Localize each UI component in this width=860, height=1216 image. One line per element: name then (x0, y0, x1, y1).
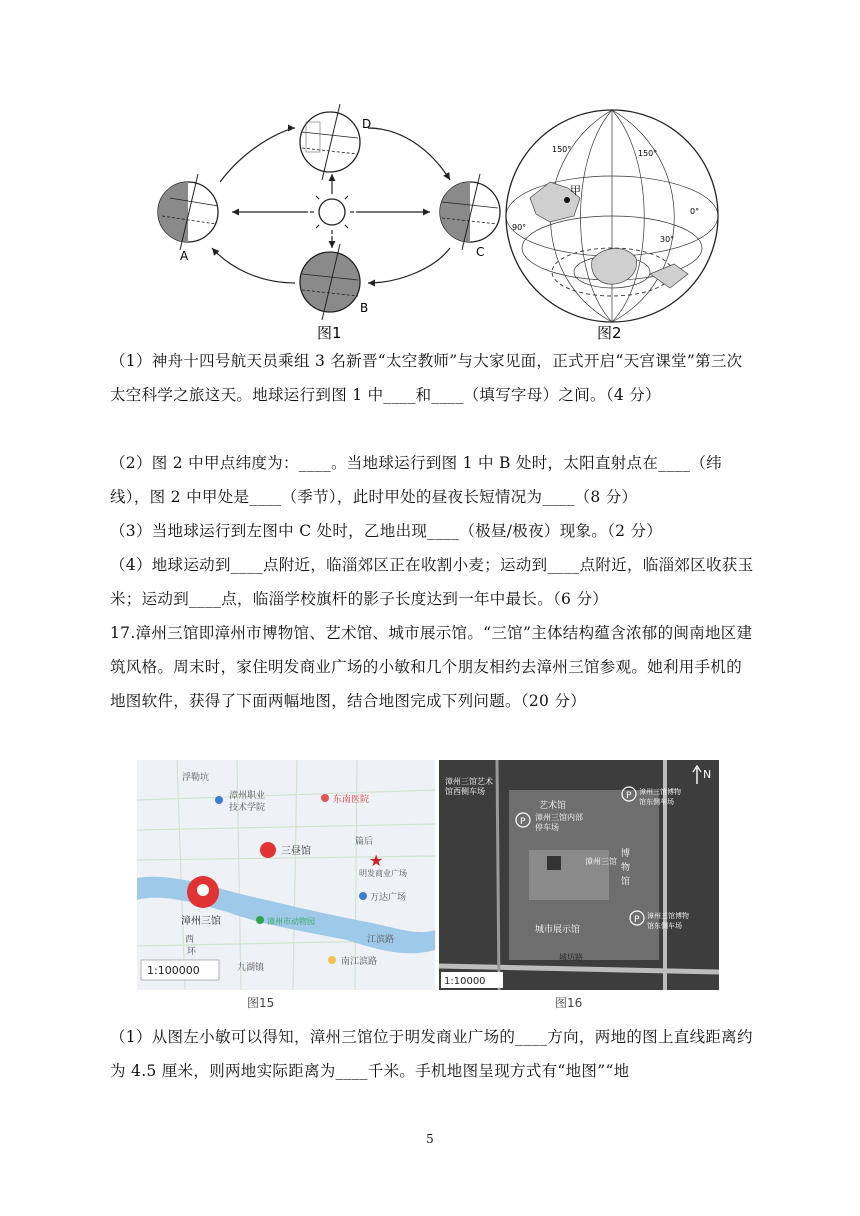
figure2-globe (506, 110, 718, 342)
map-16-satellite-map (439, 760, 719, 990)
map15-label-9: 漳州三馆 (181, 916, 221, 927)
map15-scale: 1:100000 (147, 964, 200, 977)
orbit-and-globe-figure (150, 98, 720, 342)
map15-label-5: 三昼馆 (281, 846, 311, 857)
map16-label-5: 停车场 (535, 823, 559, 832)
map15-label-10: 漳州市动物园 (267, 917, 315, 926)
map-15-street-map (137, 760, 435, 990)
figure2-caption: 图2 (597, 324, 622, 342)
map15-label-3: 技术学院 (229, 803, 266, 813)
q16-part2: （2）图 2 中甲点纬度为：____。当地球运行到图 1 中 B 处时，太阳直射点在____（纬线），图 2 中甲处是____（季节），此时甲处的昼夜长短情况为____（8 分） (110, 454, 722, 506)
parking-icon: P (520, 817, 526, 827)
label-d: D (362, 117, 372, 131)
lon-label-3: 0° (690, 207, 700, 216)
label-b: B (360, 301, 369, 315)
earth-position-b (300, 244, 360, 320)
map16-label-4: 漳州三馆内部 (535, 813, 583, 822)
map15-label-7: 明发商业广场 (359, 869, 407, 878)
map16-label-6: 漳州三馆 (585, 857, 617, 866)
q17-intro: 17.漳州三馆即漳州市博物馆、艺术馆、城市展示馆。“三馆”主体结构蕴含浓郁的闽南地区建筑风格。周末时，家住明发商业广场的小敏和几个朋友相约去漳州三馆参观。她利用手机的地图软件，获得了下面两幅地图，结合地图完成下列问题。（20 分） (110, 624, 753, 710)
map16-label-7: 博 (621, 849, 631, 859)
maps-figure (137, 760, 719, 1016)
q17-part1: （1）从图左小敏可以得知，漳州三馆位于明发商业广场的____方向，两地的图上直线距离约为 4.5 厘米，则两地实际距离为____千米。手机地图呈现方式有“地图”“地 (110, 1028, 753, 1080)
star-icon: ★ (369, 851, 384, 870)
lon-label-4: 30° (660, 235, 675, 244)
map16-label-15: 城坊路 (559, 953, 583, 962)
map15-label-6: 篇后 (355, 837, 374, 847)
map-15-canvas (137, 760, 435, 990)
map15-label-15: 南江滨路 (341, 957, 378, 967)
earth-position-a (158, 174, 218, 250)
page-number: 5 (426, 1132, 434, 1146)
map-16-canvas (439, 760, 719, 990)
map16-label-10: 漳州三馆博物 (639, 788, 681, 796)
map16-label-9: 馆 (621, 877, 631, 887)
q16-part3: （3）当地球运行到左图中 C 处时，乙地出现____（极昼/极夜）现象。（2 分） (110, 522, 663, 540)
earth-position-d (300, 104, 360, 180)
map15-label-4: 东南医院 (333, 795, 370, 805)
map15-label-11: 西 (185, 935, 195, 945)
label-c: C (476, 245, 485, 259)
map16-label-1: 漳州三馆艺术 (445, 777, 493, 786)
lon-label-2: 150° (638, 149, 658, 158)
map15-label-1: 浮勒坑 (182, 773, 210, 783)
map16-label-2: 馆西侧车场 (445, 787, 485, 796)
map15-label-14: 九湖镇 (237, 963, 265, 973)
map16-label-12: 城市展示馆 (535, 925, 581, 935)
map16-caption: 图16 (555, 996, 583, 1010)
figure1-orbit-diagram (158, 104, 500, 342)
parking-icon: P (634, 915, 640, 925)
parking-icon: P (626, 791, 632, 801)
map15-label-2: 漳州职业 (229, 791, 266, 801)
map15-label-13: 江滨路 (367, 935, 395, 945)
label-a: A (180, 249, 189, 263)
map16-scale: 1:10000 (444, 976, 486, 987)
figure1-caption: 图1 (317, 324, 342, 342)
q16-part1: （1）神舟十四号航天员乘组 3 名新晋“太空教师”与大家见面，正式开启“天宫课堂”第三次太空科学之旅这天。地球运行到图 1 中____和____（填写字母）之间。（4 分） (110, 352, 743, 404)
map16-label-3: 艺术馆 (539, 801, 567, 811)
map16-label-8: 物 (621, 863, 631, 873)
q16-part4: （4）地球运动到____点附近，临淄郊区正在收割小麦；运动到____点附近，临淄郊区收获玉米；运动到____点，临淄学校旗杆的影子长度达到一年中最长。（6 分） (110, 556, 754, 608)
map16-label-13: 漳州三馆博物 (647, 912, 689, 920)
map15-caption: 图15 (247, 996, 275, 1010)
point-jia (564, 197, 570, 203)
sun-icon (310, 190, 354, 234)
label-jia: 甲 (570, 184, 581, 197)
map16-label-14: 馆东侧车场 (647, 922, 682, 930)
map16-label-11: 馆东侧车场 (639, 798, 674, 806)
map15-label-12: 环 (187, 947, 197, 957)
north-label: N (703, 768, 712, 781)
lon-label-1: 150° (552, 145, 572, 154)
earth-position-c (440, 174, 500, 250)
lon-label-5: 90° (512, 223, 527, 232)
map15-label-8: 万达广场 (370, 893, 407, 903)
